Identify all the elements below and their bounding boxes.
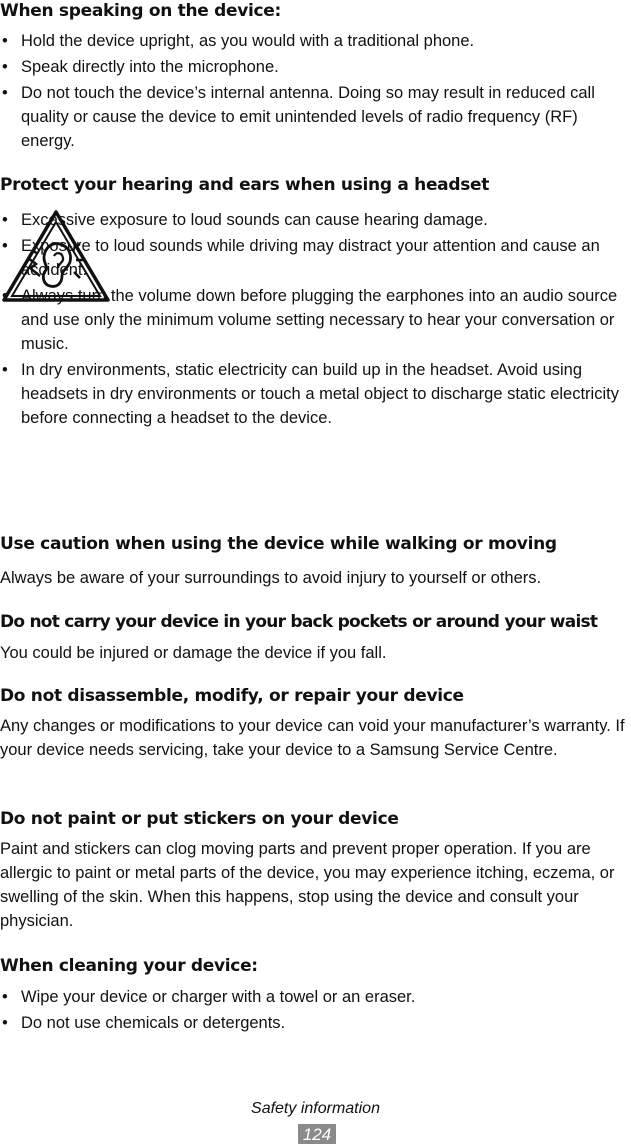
heading-pockets: Do not carry your device in your back pockets or around your waist: [0, 612, 598, 632]
heading-speaking: When speaking on the device:: [0, 1, 282, 21]
heading-cleaning: When cleaning your device:: [0, 956, 258, 976]
list-item-text: In dry environments, static electricity can build up in the headset. Avoid using headsets in dry environments or touch a metal object to discharge static electricity before connecting a headset to the device.: [21, 361, 619, 427]
cleaning-list: [0, 985, 626, 1037]
list-item-text: Wipe your device or charger with a towel or an eraser.: [21, 988, 416, 1006]
list-item: [0, 81, 626, 153]
bullet-icon: •: [2, 32, 8, 50]
heading-disassemble: Do not disassemble, modify, or repair your device: [0, 686, 464, 706]
list-item: [0, 29, 626, 53]
paragraph-paint: Paint and stickers can clog moving parts and prevent proper operation. If you are allergic to paint or metal parts of the device, you may experience itching, eczema, or swelling of the skin. When this happens, stop using the device and consult your physician.: [0, 840, 615, 930]
page-number: 124: [298, 1124, 336, 1144]
list-item: [0, 208, 631, 232]
list-item: [0, 234, 631, 282]
list-item-text: Exposure to loud sounds while driving may distract your attention and cause an accident.: [21, 237, 600, 279]
list-item-text: Excessive exposure to loud sounds can cause hearing damage.: [21, 211, 488, 229]
list-item-text: Always turn the volume down before plugging the earphones into an audio source and use only the minimum volume setting necessary to hear your conversation or music.: [21, 287, 618, 353]
speaking-list: [0, 29, 626, 155]
list-item-text: Do not use chemicals or detergents.: [21, 1014, 286, 1032]
hearing-warning-block: [0, 208, 631, 432]
bullet-icon: •: [2, 58, 8, 76]
list-item: [0, 284, 631, 356]
paragraph-disassemble: Any changes or modifications to your device can void your manufacturer’s warranty. If your device needs servicing, take your device to a Samsung Service Centre.: [0, 717, 625, 759]
bullet-icon: •: [2, 287, 8, 305]
bullet-icon: •: [2, 237, 8, 255]
list-item: [0, 358, 631, 430]
paragraph-walking: Always be aware of your surroundings to avoid injury to yourself or others.: [0, 569, 542, 587]
list-item-text: Speak directly into the microphone.: [21, 58, 279, 76]
hearing-list: [0, 208, 631, 430]
heading-walking: Use caution when using the device while walking or moving: [0, 534, 557, 554]
heading-hearing: Protect your hearing and ears when using a headset: [0, 175, 490, 195]
list-item-text: Hold the device upright, as you would with a traditional phone.: [21, 32, 475, 50]
paragraph-pockets: You could be injured or damage the device if you fall.: [0, 644, 387, 662]
heading-paint: Do not paint or put stickers on your device: [0, 809, 399, 829]
bullet-icon: •: [2, 1014, 8, 1032]
list-item: [0, 55, 626, 79]
list-item: [0, 985, 626, 1009]
bullet-icon: •: [2, 361, 8, 379]
bullet-icon: •: [2, 988, 8, 1006]
list-item-text: Do not touch the device’s internal antenna. Doing so may result in reduced call quality or cause the device to emit unintended levels of radio frequency (RF) energy.: [21, 84, 595, 150]
bullet-icon: •: [2, 211, 8, 229]
bullet-icon: •: [2, 84, 8, 102]
footer-section-title: Safety information: [251, 1100, 380, 1117]
list-item: [0, 1011, 626, 1035]
